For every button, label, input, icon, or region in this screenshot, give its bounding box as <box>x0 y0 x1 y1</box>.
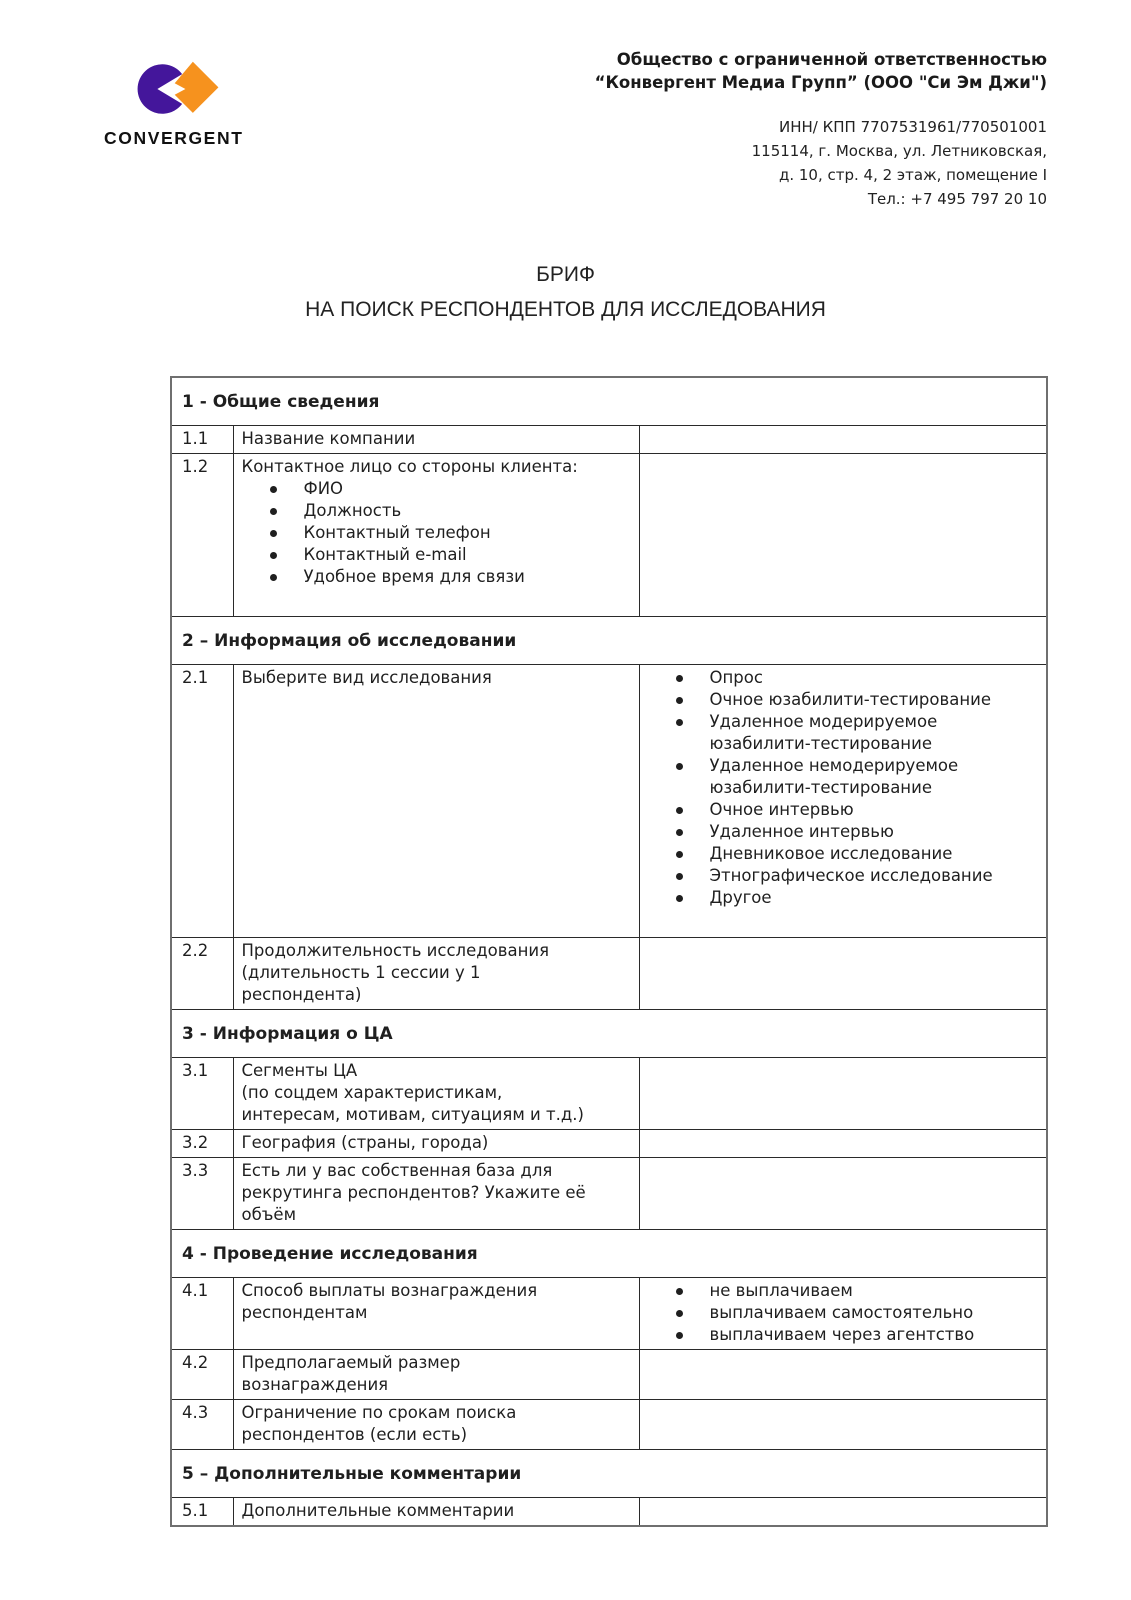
form-row <box>171 938 1047 1010</box>
company-name-line: Общество с ограниченной ответственностью <box>616 50 1047 69</box>
form-row <box>171 1400 1047 1450</box>
form-row <box>171 665 1047 938</box>
answer-cell <box>639 1278 1047 1350</box>
question-line: вознаграждения <box>241 1375 389 1394</box>
answer-cell <box>639 938 1047 1010</box>
section-header-row <box>171 377 1047 426</box>
row-number: 1.2 <box>171 454 233 617</box>
company-details <box>595 115 1047 211</box>
row-number: 2.2 <box>171 938 233 1010</box>
list-item: Контактный телефон <box>242 522 631 544</box>
list-item: Этнографическое исследование <box>648 865 1039 887</box>
brief-form-table <box>170 376 1048 1527</box>
company-address-line: 115114, г. Москва, ул. Летниковская, <box>751 142 1047 160</box>
question-line: Сегменты ЦА <box>241 1061 358 1080</box>
company-name <box>595 48 1047 94</box>
question-line: Дополнительные комментарии <box>241 1501 515 1520</box>
question-line: респондента) <box>241 985 362 1004</box>
question-line: Ограничение по срокам поиска <box>241 1403 517 1422</box>
question-line: Продолжительность исследования <box>241 941 550 960</box>
form-row <box>171 1498 1047 1527</box>
question-cell <box>233 1400 639 1450</box>
list-item: Другое <box>648 887 1039 909</box>
row-number: 3.2 <box>171 1130 233 1158</box>
section-header-row <box>171 1450 1047 1498</box>
form-row <box>171 1350 1047 1400</box>
question-line: Предполагаемый размер <box>241 1353 461 1372</box>
form-row <box>171 1278 1047 1350</box>
document-header <box>0 0 1131 211</box>
answer-cell <box>639 1400 1047 1450</box>
list-item: ФИО <box>242 478 631 500</box>
research-type-options-list <box>648 667 1039 909</box>
logo-wordmark: CONVERGENT <box>104 128 244 148</box>
company-inn-kpp: ИНН/ КПП 7707531961/770501001 <box>779 118 1047 136</box>
section-header-row <box>171 1230 1047 1278</box>
answer-cell <box>639 665 1047 938</box>
section-header-row <box>171 1010 1047 1058</box>
question-line: респондентов (если есть) <box>241 1425 468 1444</box>
question-cell <box>233 1498 639 1527</box>
question-line: (по соцдем характеристикам, <box>241 1083 503 1102</box>
row-number: 3.1 <box>171 1058 233 1130</box>
company-address-line: д. 10, стр. 4, 2 этаж, помещение I <box>778 166 1047 184</box>
answer-cell <box>639 1350 1047 1400</box>
question-line: интересам, мотивам, ситуациям и т.д.) <box>241 1105 584 1124</box>
question-cell <box>233 426 639 454</box>
form-row <box>171 426 1047 454</box>
row-number: 1.1 <box>171 426 233 454</box>
section-header-row <box>171 617 1047 665</box>
logo-orange-shape <box>175 62 219 113</box>
list-item: Удаленное интервью <box>648 821 1039 843</box>
question-cell <box>233 1130 639 1158</box>
question-cell <box>233 665 639 938</box>
question-line: объём <box>241 1205 297 1224</box>
list-item: Очное интервью <box>648 799 1039 821</box>
question-line: респондентам <box>241 1303 368 1322</box>
form-row <box>171 454 1047 617</box>
row-number: 4.3 <box>171 1400 233 1450</box>
row-number: 4.2 <box>171 1350 233 1400</box>
question-cell <box>233 1350 639 1400</box>
company-logo <box>104 46 284 149</box>
list-item: не выплачиваем <box>648 1280 1039 1302</box>
list-item: выплачиваем через агентство <box>648 1324 1039 1346</box>
row-number: 4.1 <box>171 1278 233 1350</box>
question-line: Название компании <box>241 429 416 448</box>
company-phone: Тел.: +7 495 797 20 10 <box>867 190 1047 208</box>
question-cell <box>233 938 639 1010</box>
list-item: Контактный e-mail <box>242 544 631 566</box>
list-item: Удаленное немодерируемое юзабилити-тестирование <box>648 755 1039 799</box>
logo-purple-shape <box>138 64 183 114</box>
question-cell <box>233 454 639 617</box>
section-heading: 5 – Дополнительные комментарии <box>171 1450 1047 1498</box>
question-line: Способ выплаты вознаграждения <box>241 1281 538 1300</box>
question-line: Выберите вид исследования <box>241 668 492 687</box>
list-item: Дневниковое исследование <box>648 843 1039 865</box>
form-row <box>171 1058 1047 1130</box>
question-line: Есть ли у вас собственная база для <box>241 1161 553 1180</box>
list-item: Должность <box>242 500 631 522</box>
row-number: 3.3 <box>171 1158 233 1230</box>
question-cell <box>233 1278 639 1350</box>
answer-cell <box>639 1058 1047 1130</box>
answer-cell <box>639 1158 1047 1230</box>
answer-cell <box>639 1130 1047 1158</box>
section-heading: 2 – Информация об исследовании <box>171 617 1047 665</box>
question-line: Контактное лицо со стороны клиента: <box>241 457 578 476</box>
question-line: География (страны, города) <box>241 1133 489 1152</box>
row-number: 2.1 <box>171 665 233 938</box>
question-line: рекрутинга респондентов? Укажите её <box>241 1183 586 1202</box>
question-line: (длительность 1 сессии у 1 <box>241 963 481 982</box>
payment-options-list <box>648 1280 1039 1346</box>
company-requisites <box>595 46 1047 211</box>
question-cell <box>233 1158 639 1230</box>
question-cell <box>233 1058 639 1130</box>
form-row <box>171 1130 1047 1158</box>
title-line-1: БРИФ <box>536 263 595 286</box>
row-number: 5.1 <box>171 1498 233 1527</box>
answer-cell <box>639 1498 1047 1527</box>
list-item: Опрос <box>648 667 1039 689</box>
form-row <box>171 1158 1047 1230</box>
list-item: Удобное время для связи <box>242 566 631 588</box>
convergent-logo-icon <box>130 56 226 122</box>
section-heading: 1 - Общие сведения <box>171 377 1047 426</box>
company-name-line: “Конвергент Медиа Групп” (ООО "Си Эм Джи") <box>594 73 1047 92</box>
list-item: выплачиваем самостоятельно <box>648 1302 1039 1324</box>
contact-fields-list <box>242 478 631 588</box>
answer-cell <box>639 454 1047 617</box>
title-line-2: НА ПОИСК РЕСПОНДЕНТОВ ДЛЯ ИССЛЕДОВАНИЯ <box>305 298 826 321</box>
section-heading: 3 - Информация о ЦА <box>171 1010 1047 1058</box>
document-title <box>0 257 1131 327</box>
list-item: Очное юзабилити-тестирование <box>648 689 1039 711</box>
list-item: Удаленное модерируемое юзабилити-тестирование <box>648 711 1039 755</box>
answer-cell <box>639 426 1047 454</box>
section-heading: 4 - Проведение исследования <box>171 1230 1047 1278</box>
